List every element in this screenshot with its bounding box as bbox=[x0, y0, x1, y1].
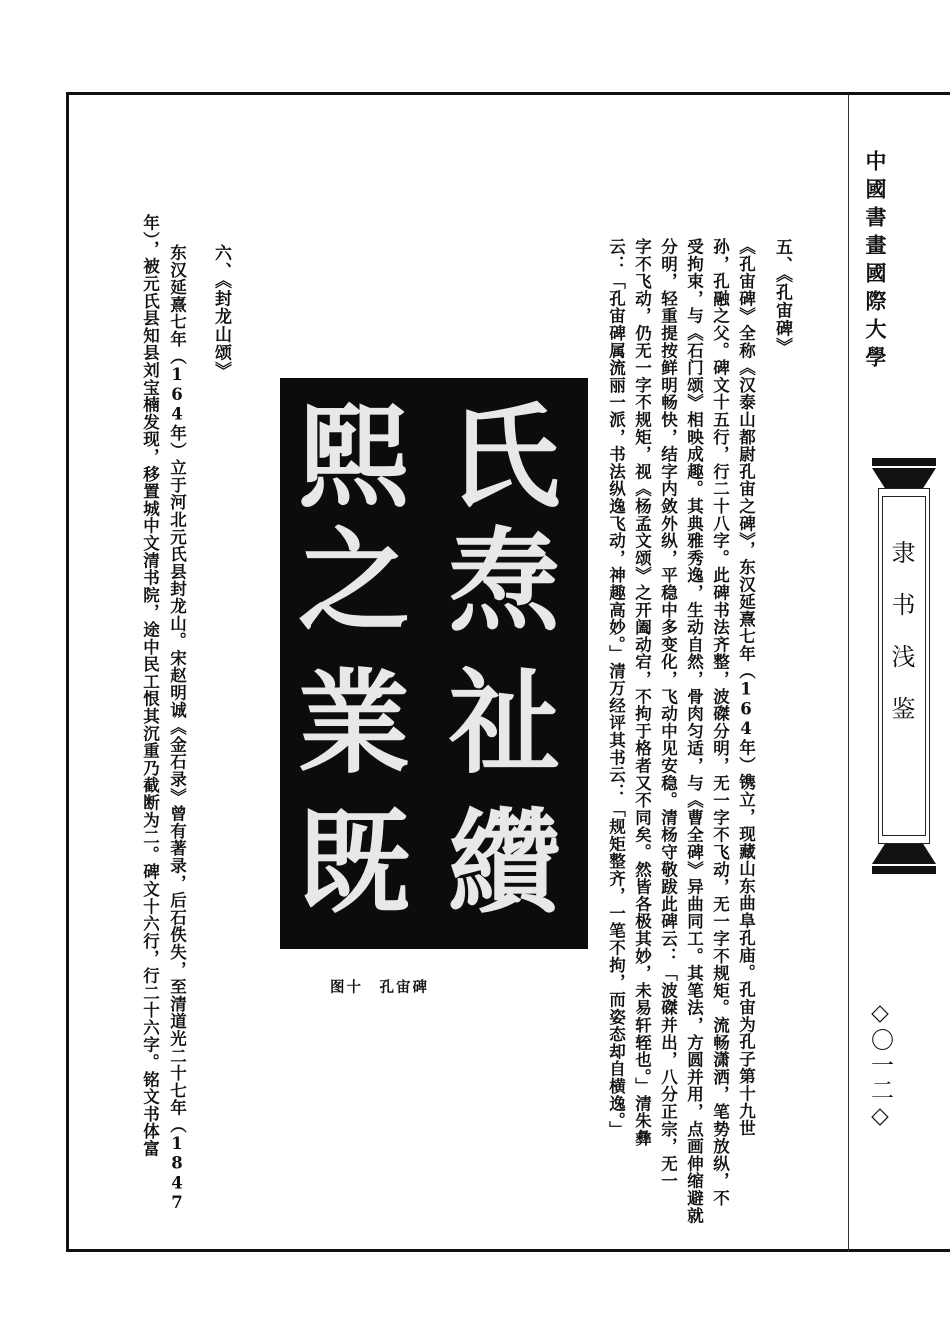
rubbing-char-6: 之 bbox=[298, 516, 410, 647]
rubbing-char-3: 祉 bbox=[448, 658, 560, 789]
section5-column-5: 字不飞动，仍无一字不规矩，视《杨孟文颂》之开阖动宕，不拘于格者又不同矣。然皆各极其妙，未易轩轾也。」清朱彝 bbox=[632, 238, 652, 1147]
section6-column-1: 东汉延熹七年（164年）立于河北元氏县封龙山。宋赵明诚《金石录》曾有著录，后石佚失，至清道光二十七年（1847 bbox=[167, 244, 187, 1213]
figure-caption: 图十 孔宙碑 bbox=[330, 979, 429, 996]
section5-heading: 五、《孔宙碑》 bbox=[772, 238, 792, 356]
university-name: 中國書畫國際大學 bbox=[863, 150, 888, 374]
section5-column-1: 《孔宙碑》全称《汉泰山都尉孔宙之碑》，东汉延熹七年（164年）镌立，现藏山东曲阜孔庙。孔宙为孔子第十九世 bbox=[736, 238, 756, 1137]
rubbing-char-2: 焘 bbox=[448, 516, 560, 647]
rubbing-char-8: 既 bbox=[298, 798, 410, 929]
section6-heading: 六、《封龙山颂》 bbox=[211, 244, 231, 380]
book-title: 隶书浅鉴 bbox=[887, 540, 915, 748]
section5-column-3: 受拘束，与《石门颂》相映成趣。其典雅秀逸，生动自然，骨肉匀适，与《曹全碑》异曲同工。其笔法，方圆并用，点画伸缩避就 bbox=[684, 238, 704, 1225]
rubbing-char-1: 氏 bbox=[448, 392, 560, 523]
section5-column-4: 分明，轻重提按鲜明畅快，结字内敛外纵，平稳中多变化，飞动中见安稳。清杨守敬跋此碑云：「波磔并出，八分正宗，无一 bbox=[658, 238, 678, 1190]
rubbing-char-5: 熙 bbox=[298, 392, 410, 523]
stele-rubbing-image bbox=[280, 378, 588, 949]
rubbing-char-7: 業 bbox=[298, 658, 410, 789]
top-band bbox=[872, 458, 936, 466]
bottom-band bbox=[872, 866, 936, 874]
section5-column-6: 云：「孔宙碑属流丽一派，书法纵逸飞动，神趣高妙。」清万经评其书云：「规矩整齐，一笔不拘，而姿态却自横逸。」 bbox=[606, 238, 626, 1139]
rubbing-char-4: 纘 bbox=[448, 798, 560, 929]
section5-column-2: 孙，孔融之父。碑文十五行，行二十八字。此碑书法齐整，波磔分明，无一字不飞动，无一字不规矩。流畅潇洒，笔势放纵，不 bbox=[710, 238, 730, 1207]
page-number: ◇〇一二◇ bbox=[867, 1000, 893, 1131]
sidebar-divider bbox=[848, 95, 849, 1252]
section6-column-2: 年），被元氏县知县刘宝楠发现，移置城中文清书院，途中民工恨其沉重乃截断为二。碑文十六行，行二十六字。铭文书体富 bbox=[140, 214, 160, 1158]
